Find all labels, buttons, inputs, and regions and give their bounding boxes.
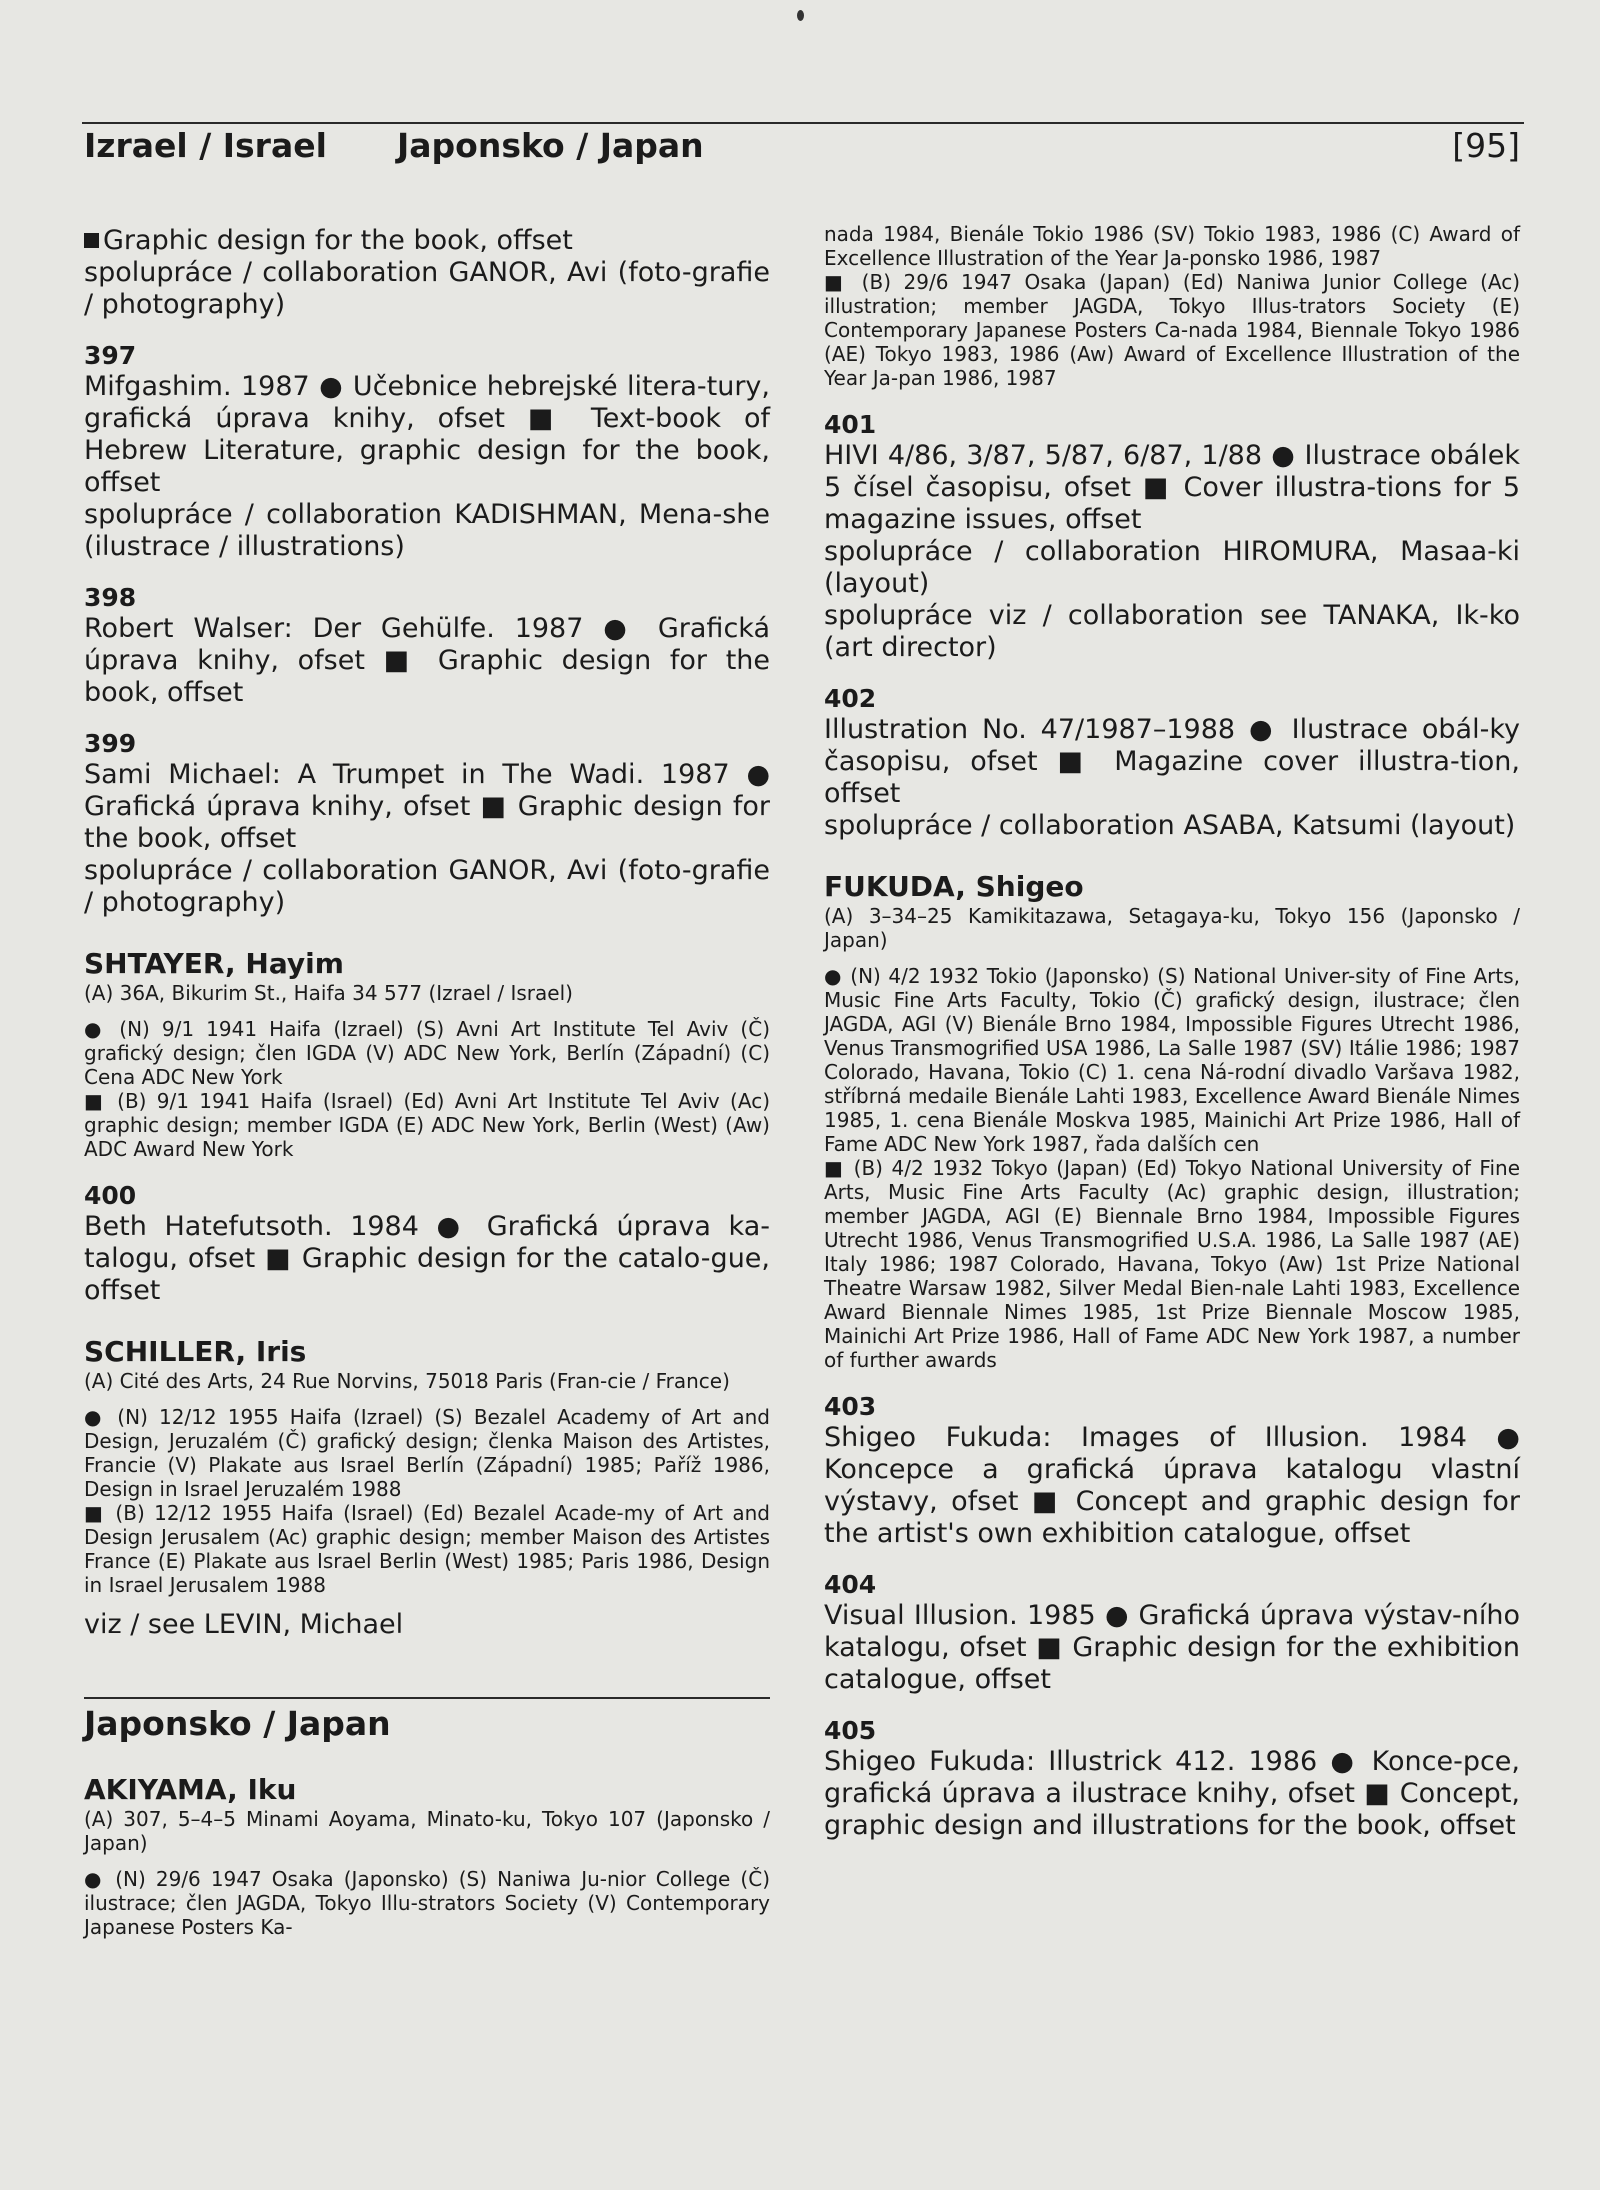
entry-402-collab: spolupráce / collaboration ASABA, Katsumi (layout) (824, 810, 1516, 841)
entry-404-text: Visual Illusion. 1985 ● Grafická úprava výstav-ního katalogu, ofset ■ Graphic design for the exhibition catalogue, offset (824, 1600, 1520, 1695)
section-title: Japonsko / Japan (84, 1704, 391, 1743)
entry-number-402: 402 (824, 684, 877, 713)
entry-398-text: Robert Walser: Der Gehülfe. 1987 ● Grafická úprava knihy, ofset ■ Graphic design for the book, offset (84, 613, 770, 708)
designer-bio-english: ■ (B) 4/2 1932 Tokyo (Japan) (Ed) Tokyo National University of Fine Arts, Music Fine Arts Faculty (Ac) graphic design, illustration; member JAGDA, AGI (E) Biennale Brno 1984, Impossible Figures Utrecht 1986, Venus Transmogrified U.S.A. 1986, La Salle 1987 (AE) Italy 1986; 1987 Colorado, Havana, Tokyo (Aw) 1st Prize National Theatre Warsaw 1982, Silver Medal Bien-nale Lahti 1983, Excellence Award Biennale Nimes 1985, 1st Prize Biennale Moscow 1985, Mainichi Art Prize 1986, Hall of Fame ADC New York 1987, a number of further awards (824, 1156, 1520, 1372)
designer-bio-english: ■ (B) 29/6 1947 Osaka (Japan) (Ed) Naniwa Junior College (Ac) illustration; member JAGDA, Tokyo Illus-trators Society (E) Contemporary Japanese Posters Ca-nada 1984, Biennale Tokyo 1986 (AE) Tokyo 1983, 1986 (Aw) Award of Excellence Illustration of the Year Ja-pan 1986, 1987 (824, 270, 1520, 390)
designer-address: (A) 36A, Bikurim St., Haifa 34 577 (Izrael / Israel) (84, 981, 573, 1005)
designer-bio-czech: ● (N) 29/6 1947 Osaka (Japonsko) (S) Naniwa Ju-nior College (Č) ilustrace; člen JAGDA, Tokyo Illu-strators Society (V) Contemporary Japanese Posters Ka- (84, 1867, 770, 1939)
designer-bio-czech-continued: nada 1984, Bienále Tokio 1986 (SV) Tokio 1983, 1986 (C) Award of Excellence Illustration of the Year Ja-ponsko 1986, 1987 (824, 222, 1520, 270)
entry-402-text: Illustration No. 47/1987–1988 ● Ilustrace obál-ky časopisu, ofset ■ Magazine cover illustra-tion, offset (824, 714, 1520, 809)
intro-line: Graphic design for the book, offset (84, 225, 770, 257)
entry-number-403: 403 (824, 1392, 877, 1421)
entry-399-collab: spolupráce / collaboration GANOR, Avi (foto-grafie / photography) (84, 855, 770, 918)
entry-401-text: HIVI 4/86, 3/87, 5/87, 6/87, 1/88 ● Ilustrace obálek 5 čísel časopisu, ofset ■ Cover illustra-tions for 5 magazine issues, offset (824, 440, 1520, 535)
designer-address: (A) 307, 5–4–5 Minami Aoyama, Minato-ku, Tokyo 107 (Japonsko / Japan) (84, 1807, 770, 1855)
entry-397-text: Mifgashim. 1987 ● Učebnice hebrejské litera-tury, grafická úprava knihy, ofset ■ Text-book of Hebrew Literature, graphic design for the book, offset (84, 371, 770, 498)
designer-name-schiller: SCHILLER, Iris (84, 1335, 307, 1368)
left-column (84, 225, 770, 1939)
entry-number-401: 401 (824, 410, 877, 439)
entry-400-text: Beth Hatefutsoth. 1984 ● Grafická úprava ka-talogu, ofset ■ Graphic design for the catalo-gue, offset (84, 1211, 770, 1306)
entry-number-400: 400 (84, 1181, 137, 1210)
entry-405-text: Shigeo Fukuda: Illustrick 412. 1986 ● Konce-pce, grafická úprava a ilustrace knihy, ofset ■ Concept, graphic design and illustrations for the book, offset (824, 1746, 1520, 1841)
entry-number-404: 404 (824, 1570, 877, 1599)
printing-speck (797, 10, 804, 21)
entry-399-text: Sami Michael: A Trumpet in The Wadi. 1987 ● Grafická úprava knihy, ofset ■ Graphic design for the book, offset (84, 759, 770, 854)
header-left-title: Izrael / Israel (84, 126, 327, 165)
intro-collab: spolupráce / collaboration GANOR, Avi (foto-grafie / photography) (84, 257, 770, 320)
entry-403-text: Shigeo Fukuda: Images of Illusion. 1984 ● Koncepce a grafická úprava katalogu vlastní výstavy, ofset ■ Concept and graphic design for the artist's own exhibition catalogue, offset (824, 1422, 1520, 1549)
section-rule (84, 1697, 770, 1699)
designer-name-shtayer: SHTAYER, Hayim (84, 947, 344, 980)
square-bullet-icon (84, 233, 99, 248)
designer-bio-czech: ● (N) 12/12 1955 Haifa (Izrael) (S) Bezalel Academy of Art and Design, Jeruzalém (Č) grafický design; členka Maison des Artistes, Francie (V) Plakate aus Israel Berlín (Západní) 1985; Paříž 1986, Design in Israel Jeruzalém 1988 (84, 1405, 770, 1501)
right-column (824, 222, 1520, 1842)
designer-address: (A) 3–34–25 Kamikitazawa, Setagaya-ku, Tokyo 156 (Japonsko / Japan) (824, 904, 1520, 952)
entry-number-399: 399 (84, 729, 137, 758)
entry-401-collab: spolupráce / collaboration HIROMURA, Masaa-ki (layout) (824, 536, 1520, 599)
designer-bio-czech: ● (N) 4/2 1932 Tokio (Japonsko) (S) National Univer-sity of Fine Arts, Music Fine Arts Faculty, Tokio (Č) grafický design, ilustrace; člen JAGDA, AGI (V) Bienále Brno 1984, Impossible Figures Utrecht 1986, Venus Transmogrified USA 1986, La Salle 1987 (SV) Itálie 1986; 1987 Colorado, Havana, Tokio (C) 1. cena Ná-rodní divadlo Varšava 1982, stříbrná medaile Bienále Lahti 1983, Excellence Award Bienále Nimes 1985, 1. cena Bienále Moskva 1985, Mainichi Art Prize 1986, Hall of Fame ADC New York 1987, řada dalších cen (824, 964, 1520, 1156)
designer-bio-english: ■ (B) 12/12 1955 Haifa (Israel) (Ed) Bezalel Acade-my of Art and Design Jerusalem (Ac) graphic design; member Maison des Artistes France (E) Plakate aus Israel Berlin (West) 1985; Paris 1986, Design in Israel Jerusalem 1988 (84, 1501, 770, 1597)
designer-address: (A) Cité des Arts, 24 Rue Norvins, 75018 Paris (Fran-cie / France) (84, 1369, 730, 1393)
header-middle-title: Japonsko / Japan (397, 126, 704, 165)
cross-reference: viz / see LEVIN, Michael (84, 1609, 404, 1640)
designer-bio-czech: ● (N) 9/1 1941 Haifa (Izrael) (S) Avni Art Institute Tel Aviv (Č) grafický design; člen IGDA (V) ADC New York, Berlín (Západní) (C) Cena ADC New York (84, 1017, 770, 1089)
designer-name-akiyama: AKIYAMA, Iku (84, 1773, 297, 1806)
designer-bio-english: ■ (B) 9/1 1941 Haifa (Israel) (Ed) Avni Art Institute Tel Aviv (Ac) graphic design; member IGDA (E) ADC New York, Berlin (West) (Aw) ADC Award New York (84, 1089, 770, 1161)
header-rule (82, 122, 1524, 124)
entry-number-405: 405 (824, 1716, 877, 1745)
page-number: [95] (1452, 126, 1520, 165)
entry-number-397: 397 (84, 341, 137, 370)
entry-401-collab-see: spolupráce viz / collaboration see TANAKA, Ik-ko (art director) (824, 600, 1520, 663)
entry-397-collab: spolupráce / collaboration KADISHMAN, Mena-she (ilustrace / illustrations) (84, 499, 770, 562)
designer-name-fukuda: FUKUDA, Shigeo (824, 870, 1084, 903)
entry-number-398: 398 (84, 583, 137, 612)
